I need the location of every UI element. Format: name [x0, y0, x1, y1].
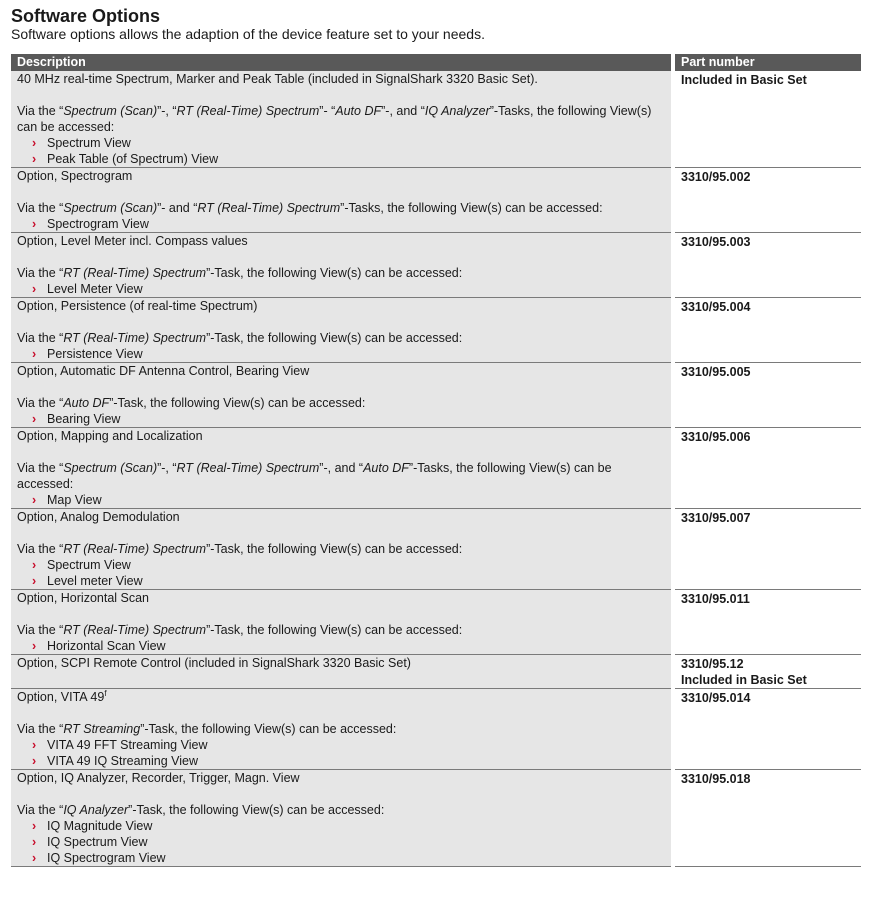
sentence-text: Via the “: [17, 722, 64, 736]
sentence-text: Via the “: [17, 266, 64, 280]
task-name: Auto DF: [363, 461, 409, 475]
accessible-views-sentence: [17, 265, 665, 281]
part-number-cell: [673, 363, 861, 428]
sentence-text: ”-Tasks, the following View(s) can be accessed:: [340, 201, 603, 215]
sentence-text: ”- “: [319, 104, 336, 118]
part-number: Included in Basic Set: [681, 73, 807, 87]
table-body: [11, 71, 861, 867]
option-description-cell: [11, 168, 673, 233]
bullet-chevron-icon: ›: [32, 136, 37, 150]
option-description-cell: [11, 71, 673, 168]
table-row: [11, 233, 861, 298]
task-name: Spectrum (Scan): [63, 201, 158, 215]
view-name: Level Meter View: [47, 282, 143, 296]
bullet-chevron-icon: ›: [32, 835, 37, 849]
view-name: VITA 49 FFT Streaming View: [47, 738, 208, 752]
accessible-views-sentence: [17, 200, 665, 216]
option-description-cell: [11, 428, 673, 509]
option-name: [17, 71, 665, 87]
option-name-text: Option, IQ Analyzer, Recorder, Trigger, Magn. View: [17, 771, 300, 785]
sentence-text: ”-Tasks, the following View(s) can be accessed:: [17, 461, 612, 491]
table-row: [11, 689, 861, 770]
part-number: Included in Basic Set: [681, 673, 807, 687]
view-name: Persistence View: [47, 347, 143, 361]
sentence-text: ”-, “: [157, 104, 177, 118]
part-number: 3310/95.002: [681, 170, 751, 184]
view-list-item: [17, 281, 665, 297]
option-description-cell: [11, 233, 673, 298]
table-row: [11, 168, 861, 233]
view-name: Spectrum View: [47, 558, 131, 572]
part-number-cell: [673, 428, 861, 509]
view-list-item: [17, 573, 665, 589]
part-number: 3310/95.007: [681, 511, 751, 525]
view-name: VITA 49 IQ Streaming View: [47, 754, 198, 768]
spacer: [17, 314, 665, 330]
option-name-text: 40 MHz real-time Spectrum, Marker and Peak Table (included in SignalShark 3320 Basic Set).: [17, 72, 538, 86]
view-list-item: [17, 151, 665, 167]
part-number-cell: [673, 233, 861, 298]
spacer: [17, 379, 665, 395]
task-name: IQ Analyzer: [424, 104, 490, 118]
option-name-text: Option, VITA 49: [17, 690, 105, 704]
sentence-text: Via the “: [17, 331, 64, 345]
option-name: [17, 168, 665, 184]
part-number: 3310/95.12: [681, 657, 744, 671]
header-part-number: Part number: [673, 54, 861, 71]
part-number: 3310/95.004: [681, 300, 751, 314]
sentence-text: Via the “: [17, 201, 64, 215]
part-number-cell: [673, 168, 861, 233]
sentence-text: ”-, and “: [319, 461, 364, 475]
option-name: [17, 590, 665, 606]
task-name: Auto DF: [335, 104, 382, 118]
software-options-table: [11, 54, 861, 867]
view-list-item: [17, 492, 665, 508]
part-number-cell: [673, 298, 861, 363]
view-name: Spectrum View: [47, 136, 131, 150]
sentence-text: ”-Task, the following View(s) can be accessed:: [206, 542, 463, 556]
task-name: Spectrum (Scan): [63, 461, 158, 475]
part-number: 3310/95.003: [681, 235, 751, 249]
accessible-views-sentence: [17, 395, 665, 411]
accessible-views-sentence: [17, 541, 665, 557]
part-number-cell: [673, 689, 861, 770]
part-number: 3310/95.014: [681, 691, 751, 705]
bullet-chevron-icon: ›: [32, 152, 37, 166]
option-description-cell: [11, 590, 673, 655]
accessible-views-sentence: [17, 802, 665, 818]
bullet-chevron-icon: ›: [32, 639, 37, 653]
view-list-item: [17, 818, 665, 834]
option-description-cell: [11, 770, 673, 867]
view-list-item: [17, 850, 665, 866]
spacer: [17, 705, 665, 721]
sentence-text: ”-Task, the following View(s) can be accessed:: [140, 722, 397, 736]
option-name: [17, 770, 665, 786]
sentence-text: Via the “: [17, 396, 64, 410]
task-name: IQ Analyzer: [63, 803, 129, 817]
option-name-text: Option, Level Meter incl. Compass values: [17, 234, 248, 248]
table-row: [11, 509, 861, 590]
table-row: [11, 428, 861, 509]
option-description-cell: [11, 509, 673, 590]
view-list-item: [17, 411, 665, 427]
bullet-chevron-icon: ›: [32, 282, 37, 296]
accessible-views-sentence: [17, 622, 665, 638]
bullet-chevron-icon: ›: [32, 347, 37, 361]
accessible-views-sentence: [17, 103, 657, 135]
view-name: Bearing View: [47, 412, 121, 426]
spacer: [17, 444, 665, 460]
task-name: RT (Real-Time) Spectrum: [176, 461, 320, 475]
accessible-views-sentence: [17, 330, 665, 346]
sentence-text: ”-Task, the following View(s) can be accessed:: [128, 803, 385, 817]
option-name: [17, 233, 665, 249]
option-name: [17, 655, 665, 671]
option-name: [17, 363, 665, 379]
bullet-chevron-icon: ›: [32, 412, 37, 426]
task-name: RT (Real-Time) Spectrum: [63, 623, 207, 637]
spacer: [17, 786, 665, 802]
spacer: [17, 249, 665, 265]
table-row: [11, 363, 861, 428]
part-number-cell: [673, 71, 861, 168]
part-number: 3310/95.018: [681, 772, 751, 786]
bullet-chevron-icon: ›: [32, 574, 37, 588]
view-name: Level meter View: [47, 574, 143, 588]
sentence-text: ”-Task, the following View(s) can be accessed:: [206, 331, 463, 345]
sentence-text: ”-Task, the following View(s) can be accessed:: [206, 623, 463, 637]
header-description: Description: [11, 54, 673, 71]
task-name: RT (Real-Time) Spectrum: [197, 201, 341, 215]
view-list-item: [17, 557, 665, 573]
option-name-text: Option, SCPI Remote Control (included in SignalShark 3320 Basic Set): [17, 656, 411, 670]
sentence-text: Via the “: [17, 542, 64, 556]
view-list-item: [17, 834, 665, 850]
option-description-cell: [11, 298, 673, 363]
sentence-text: Via the “: [17, 803, 64, 817]
part-number: 3310/95.006: [681, 430, 751, 444]
option-name-text: Option, Persistence (of real-time Spectrum): [17, 299, 258, 313]
bullet-chevron-icon: ›: [32, 217, 37, 231]
sentence-text: Via the “: [17, 623, 64, 637]
task-name: RT Streaming: [63, 722, 141, 736]
table-row: [11, 71, 861, 168]
option-description-cell: [11, 689, 673, 770]
table-row: [11, 655, 861, 689]
task-name: Auto DF: [63, 396, 110, 410]
accessible-views-sentence: [17, 721, 665, 737]
sentence-text: ”-Tasks, the following View(s) can be accessed:: [17, 104, 652, 134]
spacer: [17, 184, 665, 200]
part-number-cell: [673, 590, 861, 655]
page-subtitle: Software options allows the adaption of the device feature set to your needs.: [11, 26, 485, 42]
task-name: Spectrum (Scan): [63, 104, 158, 118]
sentence-text: ”- and “: [157, 201, 198, 215]
part-number: 3310/95.005: [681, 365, 751, 379]
view-list-item: [17, 638, 665, 654]
sentence-text: Via the “: [17, 461, 64, 475]
sentence-text: ”-Task, the following View(s) can be accessed:: [109, 396, 366, 410]
task-name: RT (Real-Time) Spectrum: [63, 542, 207, 556]
table-row: [11, 298, 861, 363]
bullet-chevron-icon: ›: [32, 558, 37, 572]
option-name-text: Option, Automatic DF Antenna Control, Bearing View: [17, 364, 310, 378]
option-name-text: Option, Analog Demodulation: [17, 510, 180, 524]
sentence-text: ”-, and “: [381, 104, 425, 118]
sentence-text: Via the “: [17, 104, 64, 118]
option-name-text: Option, Mapping and Localization: [17, 429, 203, 443]
part-number-cell: [673, 509, 861, 590]
option-name-text: Option, Horizontal Scan: [17, 591, 150, 605]
view-list-item: [17, 346, 665, 362]
table-row: [11, 590, 861, 655]
view-list-item: [17, 216, 665, 232]
view-list-item: [17, 753, 665, 769]
bullet-chevron-icon: ›: [32, 754, 37, 768]
spacer: [17, 525, 665, 541]
view-name: IQ Spectrum View: [47, 835, 148, 849]
table-row: [11, 770, 861, 867]
sentence-text: ”-, “: [157, 461, 177, 475]
view-name: Peak Table (of Spectrum) View: [47, 152, 219, 166]
view-list-item: [17, 135, 665, 151]
part-number-cell: [673, 655, 861, 689]
option-description-cell: [11, 655, 673, 689]
bullet-chevron-icon: ›: [32, 819, 37, 833]
footnote-marker: f: [104, 688, 107, 698]
option-name: [17, 428, 665, 444]
option-name: [17, 689, 665, 705]
task-name: RT (Real-Time) Spectrum: [63, 331, 207, 345]
view-name: Horizontal Scan View: [47, 639, 166, 653]
bullet-chevron-icon: ›: [32, 851, 37, 865]
view-name: Map View: [47, 493, 102, 507]
option-name-text: Option, Spectrogram: [17, 169, 133, 183]
option-name: [17, 298, 665, 314]
task-name: RT (Real-Time) Spectrum: [176, 104, 320, 118]
task-name: RT (Real-Time) Spectrum: [63, 266, 207, 280]
spacer: [17, 606, 665, 622]
view-name: IQ Spectrogram View: [47, 851, 166, 865]
bullet-chevron-icon: ›: [32, 493, 37, 507]
accessible-views-sentence: [17, 460, 657, 492]
page-title: Software Options: [11, 6, 161, 26]
view-list-item: [17, 737, 665, 753]
sentence-text: ”-Task, the following View(s) can be accessed:: [206, 266, 463, 280]
spacer: [17, 87, 665, 103]
bullet-chevron-icon: ›: [32, 738, 37, 752]
part-number-cell: [673, 770, 861, 867]
view-name: Spectrogram View: [47, 217, 149, 231]
table-header-row: [11, 54, 861, 71]
option-name: [17, 509, 665, 525]
view-name: IQ Magnitude View: [47, 819, 153, 833]
part-number: 3310/95.011: [681, 592, 750, 606]
option-description-cell: [11, 363, 673, 428]
